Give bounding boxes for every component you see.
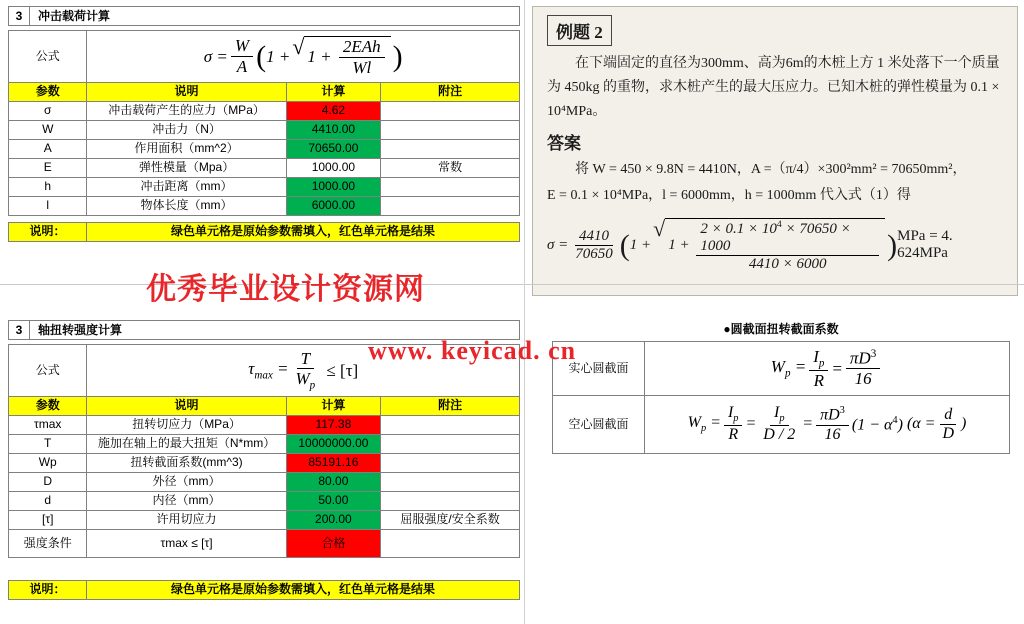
coefficient-panel: [552, 320, 1010, 454]
torsion-note-text: 绿色单元格是原始参数需填入，红色单元格是结果: [87, 581, 520, 600]
torsion-col-note: 附注: [381, 397, 520, 416]
watermark-site-url: www. keyicad. cn: [368, 336, 577, 365]
impact-row4-note: [381, 178, 520, 197]
torsion-formula-label: 公式: [9, 345, 87, 397]
example-line1: 将 W = 450 × 9.8N = 4410N，A =（π/4）×300²mm² = 70650mm²，: [575, 162, 967, 178]
impact-row1-param: W: [9, 121, 87, 140]
impact-row0-value[interactable]: 4.62: [286, 102, 381, 121]
torsion-row2-param: Wp: [9, 454, 87, 473]
coefficient-row0-formula: $W_p$ = $\frac{I_p}{R}$ = $\frac{\pi D^3}{16}$: [645, 342, 1010, 396]
impact-load-col-note: 附注: [381, 83, 520, 102]
impact-load-formula: σ = $\frac{W}{A}$ ( 1 + √ 1 + $\frac{\text{2EAh}}{Wl}$ ): [203, 33, 403, 77]
impact-row3-value[interactable]: 1000.00: [286, 159, 381, 178]
torsion-col-param: 参数: [9, 397, 87, 416]
table-row: [9, 511, 520, 530]
table-row: [9, 197, 520, 216]
table-row: [553, 342, 1010, 396]
torsion-title: 轴扭转强度计算: [38, 323, 123, 337]
torsion-row6-desc: τmax ≤ [τ]: [87, 530, 286, 558]
torsion-row2-note: [381, 454, 520, 473]
impact-load-title: 冲击载荷计算: [38, 9, 111, 23]
torsion-row6-value[interactable]: 合格: [286, 530, 381, 558]
torsion-row3-param: D: [9, 473, 87, 492]
torsion-col-desc: 说明: [87, 397, 286, 416]
impact-row0-note: [381, 102, 520, 121]
table-row: [9, 159, 520, 178]
torsion-row2-desc: 扭转截面系数(mm^3): [87, 454, 286, 473]
impact-load-formula-label: 公式: [9, 31, 87, 83]
impact-row5-note: [381, 197, 520, 216]
impact-load-formula-cell: [87, 31, 520, 83]
impact-load-note-text: 绿色单元格是原始参数需填入，红色单元格是结果: [87, 223, 520, 242]
impact-row2-note: [381, 140, 520, 159]
torsion-row3-value[interactable]: 80.00: [286, 473, 381, 492]
impact-row5-param: l: [9, 197, 87, 216]
torsion-row0-value[interactable]: 117.38: [286, 416, 381, 435]
torsion-row4-note: [381, 492, 520, 511]
table-row: [9, 492, 520, 511]
torsion-row6-param: 强度条件: [9, 530, 87, 558]
table-row: [9, 140, 520, 159]
torsion-row0-param: τmax: [9, 416, 87, 435]
impact-row4-param: h: [9, 178, 87, 197]
impact-row2-desc: 作用面积（mm^2）: [87, 140, 286, 159]
torsion-header-row: [9, 397, 520, 416]
torsion-row1-note: [381, 435, 520, 454]
torsion-row0-desc: 扭转切应力（MPa）: [87, 416, 286, 435]
impact-row1-desc: 冲击力（N）: [87, 121, 286, 140]
impact-row4-value[interactable]: 1000.00: [286, 178, 381, 197]
example-title: 例题 2: [547, 15, 612, 46]
coefficient-row1-label: 空心圆截面: [553, 396, 645, 454]
torsion-formula: $\tau_{max}$ = $\frac{T}{W_p}$ ≤ [τ]: [248, 348, 359, 392]
impact-row3-param: E: [9, 159, 87, 178]
torsion-index: 3: [9, 321, 30, 339]
impact-row0-desc: 冲击载荷产生的应力（MPa）: [87, 102, 286, 121]
torsion-row4-desc: 内径（mm）: [87, 492, 286, 511]
example-answer-label: 答案: [547, 134, 581, 154]
torsion-row2-value[interactable]: 85191.16: [286, 454, 381, 473]
impact-load-formula-row: [9, 31, 520, 83]
torsion-note-table: [8, 580, 520, 600]
table-row: [9, 102, 520, 121]
torsion-row1-value[interactable]: 10000000.00: [286, 435, 381, 454]
impact-load-note-row: [9, 223, 520, 242]
torsion-row6-note: [381, 530, 520, 558]
impact-row1-note: [381, 121, 520, 140]
example-line2: E = 0.1 × 10⁴MPa，l = 6000mm，h = 1000mm 代入式（1）得: [547, 188, 911, 204]
impact-load-note-label: 说明：: [9, 223, 87, 242]
torsion-row3-note: [381, 473, 520, 492]
torsion-row1-desc: 施加在轴上的最大扭矩（N*mm）: [87, 435, 286, 454]
torsion-note-row: [9, 581, 520, 600]
impact-load-note-table: [8, 222, 520, 242]
torsion-col-calc: 计算: [286, 397, 381, 416]
torsion-note-label: 说明：: [9, 581, 87, 600]
impact-row4-desc: 冲击距离（mm）: [87, 178, 286, 197]
impact-row2-param: A: [9, 140, 87, 159]
torsion-row0-note: [381, 416, 520, 435]
torsion-row3-desc: 外径（mm）: [87, 473, 286, 492]
coefficient-table: [552, 341, 1010, 454]
torsion-row5-param: [τ]: [9, 511, 87, 530]
coefficient-row0-label: 实心圆截面: [553, 342, 645, 396]
torsion-row5-desc: 许用切应力: [87, 511, 286, 530]
impact-load-col-param: 参数: [9, 83, 87, 102]
impact-load-col-calc: 计算: [286, 83, 381, 102]
torsion-row1-param: T: [9, 435, 87, 454]
torsion-row5-note: 屈服强度/安全系数: [381, 511, 520, 530]
impact-load-table: [8, 30, 520, 216]
table-row: [9, 178, 520, 197]
coefficient-row1-formula: $W_p$ = $\frac{I_p}{R}$ = $\frac{I_p}{D / 2}$ = $\frac{\pi D^3}{16}$ $(1 - \alpha^4)$ (α = $\frac{d}{D}$ ): [645, 396, 1010, 454]
example-problem: 在下端固定的直径为300mm、高为6m的木桩上方 1 米处落下一个质量为 450kg 的重物，求木桩产生的最大压应力。已知木桩的弹性模量为 0.1 × 10⁴MPa。: [547, 56, 1000, 119]
example-result-formula: σ = $\frac{4410}{70650}$ ( 1 + √ 1 + $\frac{2 \times 0.1 \times 10^4 \times 70650 \times 1000}{4410 \times 6000}$ ) MPa = 4. 624MPa: [547, 215, 953, 272]
table-row: [9, 530, 520, 558]
table-row: [553, 396, 1010, 454]
impact-row2-value[interactable]: 70650.00: [286, 140, 381, 159]
watermark-site-name: 优秀毕业设计资源网: [146, 272, 425, 307]
impact-load-title-row: [8, 6, 520, 26]
coefficient-title: ●圆截面扭转截面系数: [723, 322, 839, 336]
torsion-row5-value[interactable]: 200.00: [286, 511, 381, 530]
impact-row5-desc: 物体长度（mm）: [87, 197, 286, 216]
impact-load-index: 3: [9, 7, 30, 25]
impact-load-col-desc: 说明: [87, 83, 286, 102]
table-row: [9, 121, 520, 140]
impact-row0-param: σ: [9, 102, 87, 121]
impact-row5-value[interactable]: 6000.00: [286, 197, 381, 216]
impact-load-header-row: [9, 83, 520, 102]
table-row: [9, 454, 520, 473]
impact-row1-value[interactable]: 4410.00: [286, 121, 381, 140]
table-row: [9, 435, 520, 454]
pane-divider: [524, 0, 525, 624]
table-row: [9, 416, 520, 435]
table-row: [9, 473, 520, 492]
example-panel: [532, 6, 1018, 296]
torsion-row4-value[interactable]: 50.00: [286, 492, 381, 511]
impact-load-block: [8, 6, 520, 242]
torsion-table: [8, 344, 520, 558]
impact-row3-note: 常数: [381, 159, 520, 178]
torsion-row4-param: d: [9, 492, 87, 511]
impact-row3-desc: 弹性模量（Mpa）: [87, 159, 286, 178]
